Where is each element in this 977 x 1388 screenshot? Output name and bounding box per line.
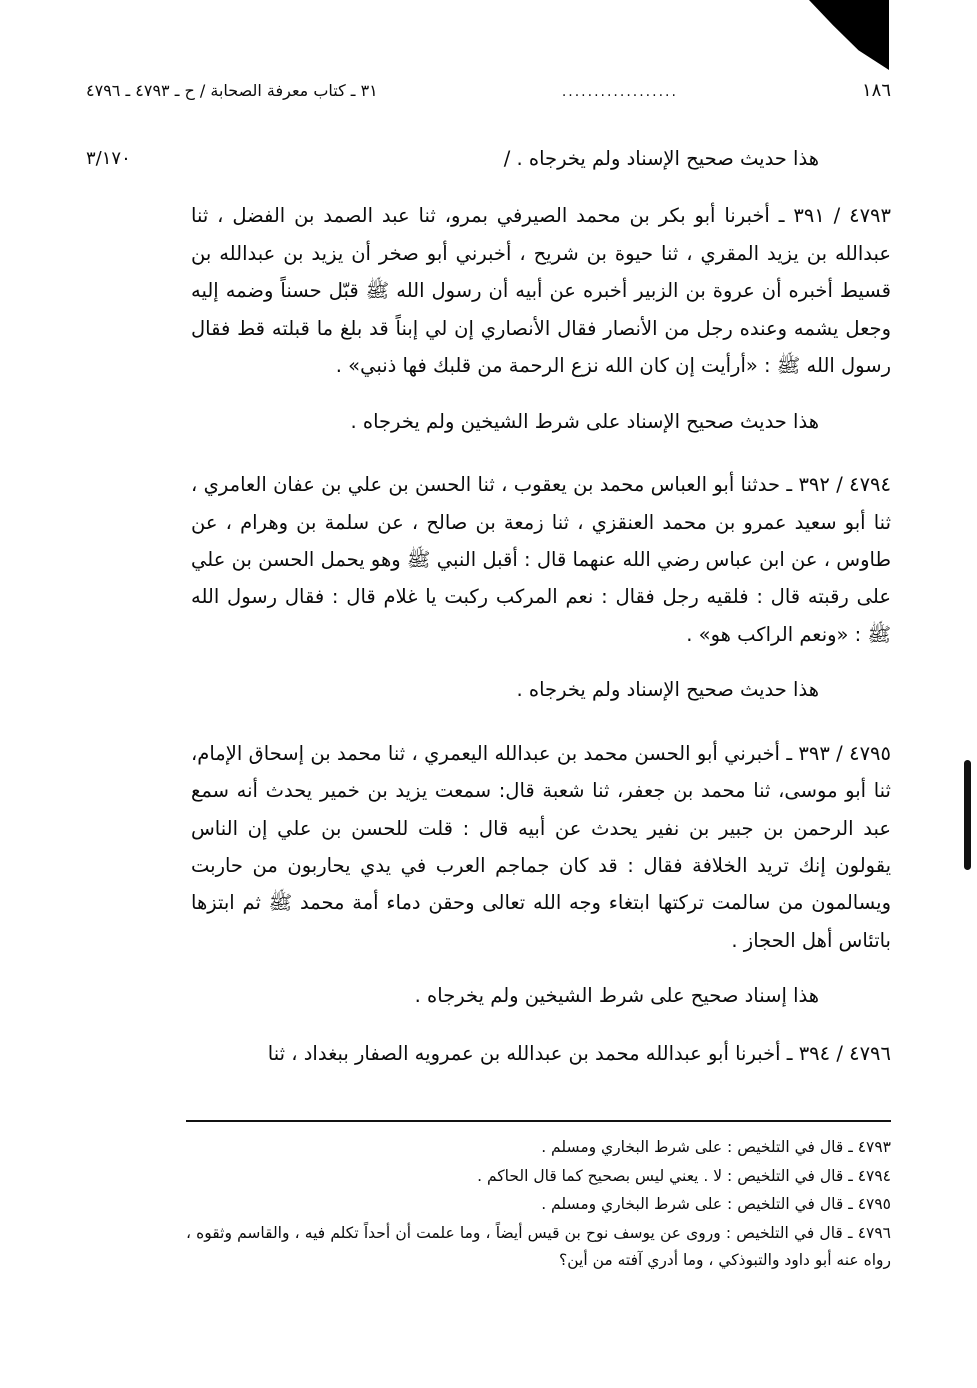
header-dots: .................. (561, 84, 678, 100)
hadith-entry (191, 735, 891, 960)
hadith-conclusion: هذا إسناد صحيح على شرط الشيخين ولم يخرجاه . (414, 984, 819, 1008)
page-corner-mark (809, 0, 889, 70)
footnotes-section (186, 1134, 891, 1276)
footnote-item: ٤٧٩٣ ـ قال في التلخيص : على شرط البخاري ومسلم . (541, 1138, 891, 1156)
page-header (86, 80, 891, 101)
body-text (191, 140, 891, 1076)
hadith-entry (191, 466, 891, 653)
hadith-number: ٤٧٩٤ / ٣٩٢ ـ (786, 473, 891, 497)
hadith-conclusion: هذا حديث صحيح الإسناد ولم يخرجاه . (516, 678, 819, 702)
folio-number: ٣/١٧٠ (86, 148, 131, 169)
line-top-statement: هذا حديث صحيح الإسناد ولم يخرجاه . / (503, 147, 819, 170)
hadith-text: حدثنا أبو العباس محمد بن يعقوب ، ثنا الحسن بن علي بن عفان العامري ، ثنا أبو سعيد عمرو بن محمد العنقزي ، ثنا زمعة بن صالح ، عن سلمة بن وهرام ، عن طاوس ، عن ابن عباس رضي الله عنهما قال : أقبل النبي ﷺ وهو يحمل الحسن بن علي على رقبته قال : فلقيه رجل فقال : نعم المركب ركبت يا غلام قال : فقال رسول الله ﷺ : «ونعم الراكب هو» . (191, 473, 891, 646)
hadith-text: أخبرني أبو الحسن محمد بن عبدالله اليعمري ، ثنا محمد بن إسحاق الإمام، ثنا أبو موسى، ثنا محمد بن جعفر، ثنا شعبة قال: سمعت يزيد بن خمير يحدث أنه سمع عبد الرحمن بن جبير بن نفير يحدث عن أبيه قال : قلت للحسن بن علي إن الناس يقولون إنك تريد الخلافة فقال : قد كان جماجم العرب في يدي يحاربون من حاربت ويسالمون من سالمت تركتها ابتغاء وجه الله تعالى وحقن دماء أمة محمد ﷺ ثم ابتزها باتئاس أهل الحجاز . (191, 741, 891, 952)
hadith-number: ٤٧٩٥ / ٣٩٣ ـ (786, 741, 892, 765)
footnote-divider (186, 1120, 891, 1122)
page-edge-mark (964, 760, 971, 870)
footnote-item: ٤٧٩٥ ـ قال في التلخيص : على شرط البخاري ومسلم . (541, 1195, 891, 1214)
hadith-text: أخبرنا أبو عبدالله محمد بن عبدالله بن عمرويه الصفار ببغداد ، ثنا (267, 1041, 781, 1065)
hadith-conclusion: هذا حديث صحيح الإسناد على شرط الشيخين ولم يخرجاه . (350, 409, 819, 433)
header-page-number: ١٨٦ (861, 80, 891, 101)
footnote-item: ٤٧٩٦ ـ قال في التلخيص : وروى عن يوسف نوح بن قيس أيضاً ، وما علمت أن أحداً تكلم فيه ، والقاسم وثقوه ، رواه عنه أبو داود والتبوذكي ، وما أدري آفته من أين؟ (186, 1223, 891, 1270)
hadith-number: ٤٧٩٦ / ٣٩٤ ـ (786, 1041, 891, 1065)
hadith-number: ٤٧٩٣ / ٣٩١ ـ (778, 204, 892, 228)
hadith-entry (191, 197, 891, 384)
header-chapter-title: ٣١ ـ كتاب معرفة الصحابة / ح ـ ٤٧٩٣ ـ ٤٧٩٦ (86, 81, 378, 100)
footnote-item: ٤٧٩٤ ـ قال في التلخيص : لا . يعني ليس بصحيح كما قال الحاكم . (477, 1166, 891, 1185)
hadith-entry (191, 1035, 891, 1072)
hadith-text: أخبرنا أبو بكر بن محمد الصيرفي بمرو، ثنا عبد الصمد بن الفضل ، ثنا عبدالله بن يزيد المقري ، ثنا حيوة بن شريح ، أخبرني أبو صخر أن يزيد بن عبدالله بن قسيط أخبره أن عروة بن الزبير أخبره عن أبيه أن رسول الله ﷺ قبّل حسناً وضمه إليه وجعل يشمه وعنده رجل من الأنصار فقال الأنصاري إن لي إبناً قد بلغ ما قبلته قط فقال رسول الله ﷺ : «أرأيت إن كان الله نزع الرحمة من قلبك فها ذنبي» . (191, 204, 891, 378)
